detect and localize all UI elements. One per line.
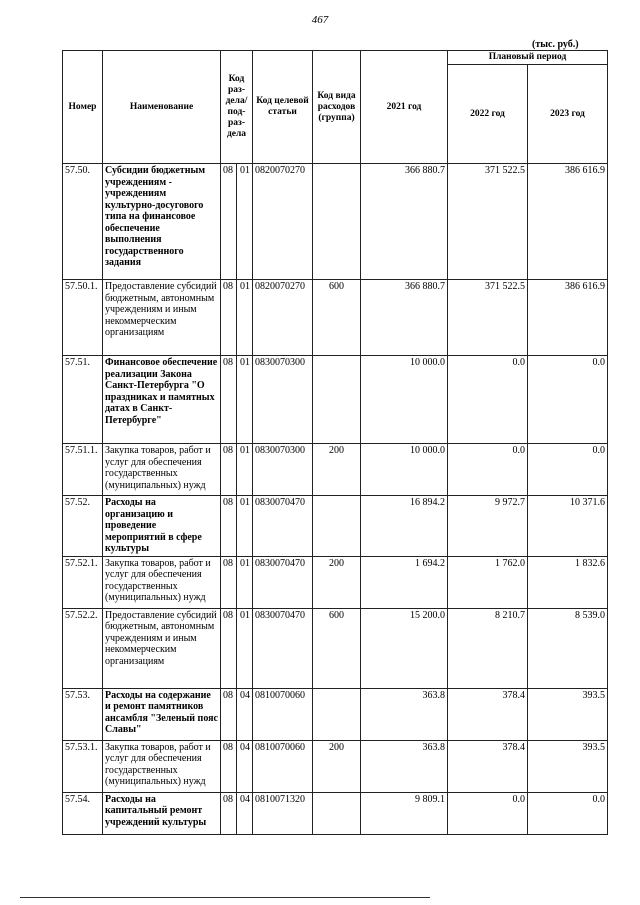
table-row [63,444,608,496]
header-expense-type: Код вида расходов (группа) [313,51,361,164]
row-target-code: 0830070300 [253,444,313,496]
row-value-2022: 371 522.5 [448,164,528,280]
row-name: Субсидии бюджетным учреждениям - учреждениям культурно-досугового типа на финансовое обеспечение выполнения государственного задания [103,164,221,280]
table-row [63,356,608,444]
row-target-code: 0830070470 [253,496,313,557]
row-value-2022: 0.0 [448,356,528,444]
row-section: 08 [221,556,237,608]
header-planned-period: Плановый период [448,51,608,65]
row-subsection: 01 [237,608,253,688]
row-target-code: 0830070300 [253,356,313,444]
row-name: Расходы на организацию и проведение мероприятий в сфере культуры [103,496,221,557]
row-value-2023: 386 616.9 [528,280,608,356]
row-value-2021: 363.8 [361,740,448,792]
row-expense-type: 200 [313,740,361,792]
row-expense-type [313,356,361,444]
footer-rule [20,897,430,898]
row-subsection: 01 [237,164,253,280]
row-target-code: 0820070270 [253,164,313,280]
row-value-2023: 0.0 [528,444,608,496]
header-target: Код целевой статьи [253,51,313,164]
row-number: 57.53. [63,688,103,740]
row-section: 08 [221,356,237,444]
row-section: 08 [221,496,237,557]
row-section: 08 [221,164,237,280]
row-expense-type [313,792,361,834]
row-target-code: 0810071320 [253,792,313,834]
row-section: 08 [221,444,237,496]
row-target-code: 0820070270 [253,280,313,356]
row-value-2023: 393.5 [528,688,608,740]
table-row [63,280,608,356]
row-target-code: 0830070470 [253,608,313,688]
row-name: Предоставление субсидий бюджетным, автономным учреждениям и иным некоммерческим организациям [103,280,221,356]
row-subsection: 04 [237,740,253,792]
row-expense-type: 200 [313,444,361,496]
units-label: (тыс. руб.) [532,39,579,50]
row-value-2023: 8 539.0 [528,608,608,688]
row-section: 08 [221,280,237,356]
row-value-2022: 8 210.7 [448,608,528,688]
row-name: Закупка товаров, работ и услуг для обеспечения государственных (муниципальных) нужд [103,444,221,496]
table-body [63,164,608,835]
row-number: 57.50.1. [63,280,103,356]
row-value-2023: 386 616.9 [528,164,608,280]
row-subsection: 01 [237,444,253,496]
row-number: 57.54. [63,792,103,834]
row-value-2021: 363.8 [361,688,448,740]
row-expense-type: 600 [313,608,361,688]
row-name: Расходы на капитальный ремонт учреждений культуры [103,792,221,834]
row-value-2023: 0.0 [528,792,608,834]
row-section: 08 [221,608,237,688]
row-number: 57.51. [63,356,103,444]
row-expense-type: 200 [313,556,361,608]
row-number: 57.50. [63,164,103,280]
table-row [63,792,608,834]
row-subsection: 01 [237,356,253,444]
row-value-2023: 1 832.6 [528,556,608,608]
page-number: 467 [311,14,329,26]
row-value-2022: 9 972.7 [448,496,528,557]
row-expense-type [313,164,361,280]
row-name: Финансовое обеспечение реализации Закона Санкт-Петербурга "О праздниках и памятных датах в Санкт-Петербурге" [103,356,221,444]
row-number: 57.52.2. [63,608,103,688]
row-value-2022: 0.0 [448,792,528,834]
row-subsection: 04 [237,688,253,740]
row-number: 57.51.1. [63,444,103,496]
row-value-2022: 1 762.0 [448,556,528,608]
row-name: Расходы на содержание и ремонт памятников ансамбля "Зеленый пояс Славы" [103,688,221,740]
row-name: Закупка товаров, работ и услуг для обеспечения государственных (муниципальных) нужд [103,556,221,608]
row-value-2021: 10 000.0 [361,356,448,444]
row-value-2021: 9 809.1 [361,792,448,834]
header-name: Наименование [103,51,221,164]
row-value-2022: 378.4 [448,740,528,792]
row-expense-type [313,688,361,740]
row-value-2022: 378.4 [448,688,528,740]
table-row [63,164,608,280]
row-section: 08 [221,688,237,740]
row-value-2022: 0.0 [448,444,528,496]
row-value-2021: 10 000.0 [361,444,448,496]
row-value-2021: 15 200.0 [361,608,448,688]
row-subsection: 01 [237,280,253,356]
table-row [63,496,608,557]
row-number: 57.53.1. [63,740,103,792]
row-value-2023: 10 371.6 [528,496,608,557]
row-subsection: 01 [237,496,253,557]
row-expense-type [313,496,361,557]
row-section: 08 [221,740,237,792]
header-year-2023: 2023 год [528,65,608,164]
budget-table [62,50,608,835]
row-subsection: 01 [237,556,253,608]
row-value-2023: 393.5 [528,740,608,792]
row-value-2021: 366 880.7 [361,280,448,356]
row-target-code: 0830070470 [253,556,313,608]
row-expense-type: 600 [313,280,361,356]
row-value-2023: 0.0 [528,356,608,444]
row-section: 08 [221,792,237,834]
table-row [63,556,608,608]
row-value-2021: 1 694.2 [361,556,448,608]
row-value-2021: 16 894.2 [361,496,448,557]
row-number: 57.52. [63,496,103,557]
header-section: Код раз-дела/ под-раз-дела [221,51,253,164]
header-year-2021: 2021 год [361,51,448,164]
row-number: 57.52.1. [63,556,103,608]
row-target-code: 0810070060 [253,740,313,792]
header-number: Номер [63,51,103,164]
row-subsection: 04 [237,792,253,834]
row-name: Закупка товаров, работ и услуг для обеспечения государственных (муниципальных) нужд [103,740,221,792]
row-target-code: 0810070060 [253,688,313,740]
table-row [63,688,608,740]
row-value-2021: 366 880.7 [361,164,448,280]
row-name: Предоставление субсидий бюджетным, автономным учреждениям и иным некоммерческим организациям [103,608,221,688]
header-year-2022: 2022 год [448,65,528,164]
table-row [63,740,608,792]
row-value-2022: 371 522.5 [448,280,528,356]
table-row [63,608,608,688]
